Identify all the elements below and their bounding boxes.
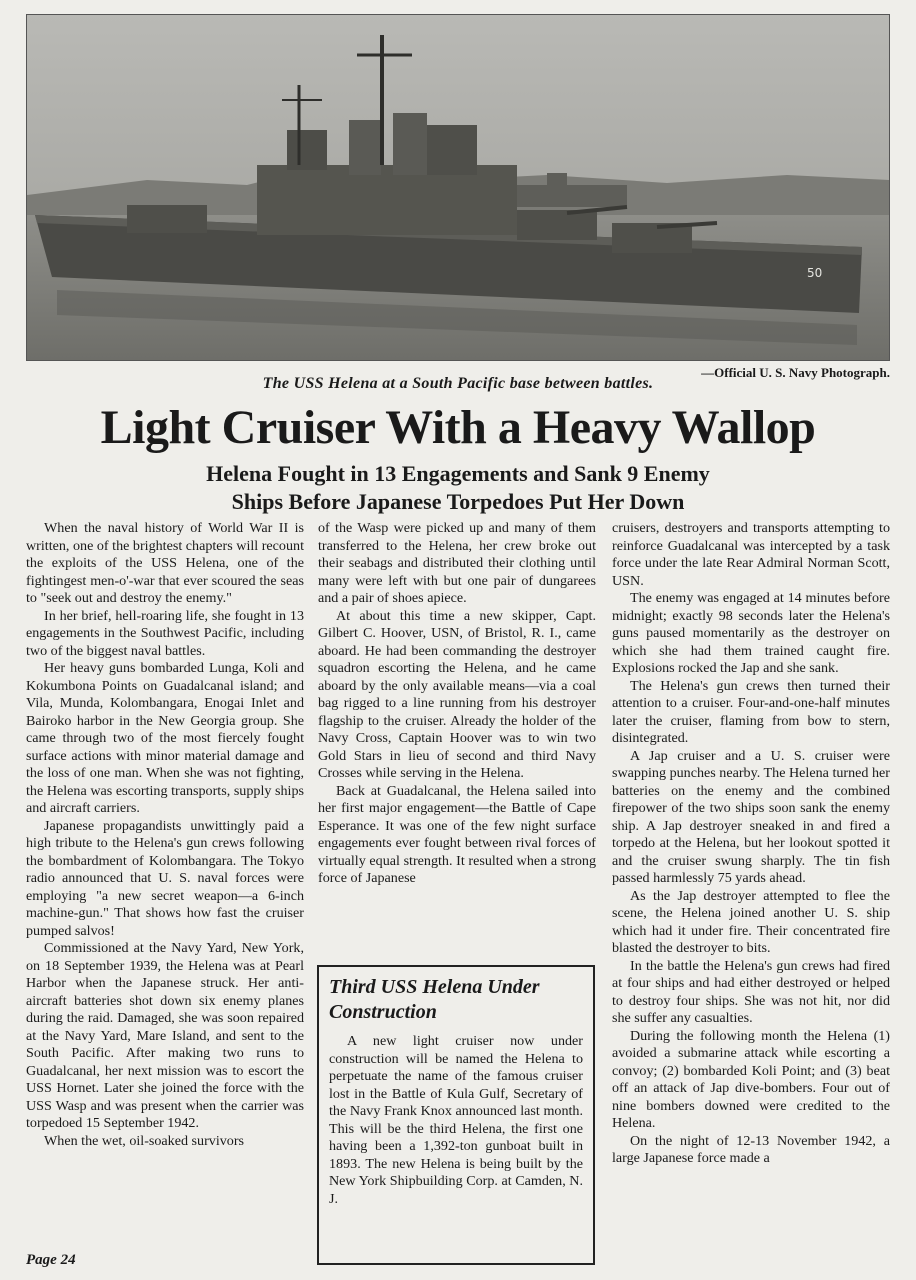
column-2 [318, 520, 596, 888]
photo-credit: —Official U. S. Navy Photograph. [701, 365, 890, 380]
paragraph: In her brief, hell-roaring life, she fought in 13 engagements in the Southwest Pacific, including two of the biggest naval battles. [26, 607, 304, 659]
paragraph: Japanese propagandists unwittingly paid a high tribute to the Helena's gun crews following the bombardment of Kolombangara. The Tokyo radio announced that U. S. naval forces were employing "a new secret weapon—a 6-inch machine-gun." That shows how fast the cruiser pumped salvos! [26, 817, 304, 939]
column-3 [612, 520, 890, 1168]
paragraph: Commissioned at the Navy Yard, New York, on 18 September 1939, the Helena was at Pearl Harbor when the Japanese struck. Her anti-aircraft batteries shot down six enemy planes during the raid. Damaged, she was soon repaired at the Navy Yard, Mare Island, and sent to the South Pacific. After making two runs to Guadalcanal, her next mission was to escort the USS Hornet. Later she joined the force with the USS Wasp and was present when the carrier was torpedoed 15 September 1942. [26, 940, 304, 1131]
photo-caption: The USS Helena at a South Pacific base between battles. [262, 375, 654, 392]
ship-illustration [27, 15, 889, 360]
sidebar-title: Third USS Helena Under Construction [329, 976, 540, 1023]
paragraph: A Jap cruiser and a U. S. cruiser were swapping punches nearby. The Helena turned her batteries on the enemy and the combined firepower of the two ships soon sank the enemy ship. A Jap destroyer sneaked in and fired a torpedo at the Helena, but her lookout spotted it and the cruiser swung sharply. The tin fish passed harmlessly 75 yards ahead. [612, 747, 890, 886]
paragraph: of the Wasp were picked up and many of them transferred to the Helena, her crew broke out their seabags and distributed their clothing until many were left with but one pair of dungarees and a pair of shoes apiece. [318, 520, 596, 606]
paragraph: The Helena's gun crews then turned their attention to a cruiser. Four-and-one-half minutes later the cruiser, flaming from bow to stern, disintegrated. [612, 677, 890, 746]
warship-photo [26, 14, 890, 361]
subtitle-line-1: Helena Fought in 13 Engagements and Sank 9 Enemy [206, 461, 710, 486]
article-title: Light Cruiser With a Heavy Wallop [100, 401, 816, 454]
paragraph: Back at Guadalcanal, the Helena sailed into her first major engagement—the Battle of Cape Esperance. It was one of the few night surface engagements ever fought between rival forces of virtually equal strength. It resulted when a strong force of Japanese [318, 782, 596, 886]
sidebar-text: A new light cruiser now under construction will be named the Helena to perpetuate the name of the famous cruiser lost in the Battle of Kula Gulf, Secretary of the Navy Frank Knox announced last month. This will be the third Helena, the first one having been a 1,392-ton gunboat built in 1893. The new Helena is being built by the New York Shipbuilding Corp. at Camden, N. J. [329, 1033, 583, 1207]
paragraph: When the naval history of World War II is written, one of the brightest chapters will recount the exploits of the USS Helena, one of the fightingest men-o'-war that ever scoured the seas to "seek out and destroy the enemy." [26, 520, 304, 606]
article-subtitle [0, 460, 916, 516]
paragraph: On the night of 12-13 November 1942, a large Japanese force made a [612, 1132, 890, 1166]
sidebar-box [317, 965, 595, 1265]
paragraph: As the Jap destroyer attempted to flee the scene, the Helena joined another U. S. ship which had it under fire. Their concentrated fire blasted the destroyer to bits. [612, 887, 890, 956]
page-number: Page 24 [26, 1252, 76, 1268]
column-1 [26, 520, 304, 1150]
paragraph: When the wet, oil-soaked survivors [44, 1132, 245, 1149]
paragraph: cruisers, destroyers and transports attempting to reinforce Guadalcanal was intercepted by a task force under the late Rear Admiral Norman Scott, USN. [612, 520, 890, 589]
subtitle-line-2: Ships Before Japanese Torpedoes Put Her Down [231, 489, 685, 514]
paragraph: The enemy was engaged at 14 minutes before midnight; exactly 98 seconds later the Helena's guns paused momentarily as the destroyer on which she had them trained caught fire. Explosions rocked the Jap and she sank. [612, 590, 890, 676]
paragraph: Her heavy guns bombarded Lunga, Koli and Kokumbona Points on Guadalcanal island; and Vila, Munda, Kolombangara, Enogai Inlet and Bairoko harbor in the New Georgia group. She came through two of the most fiercely fought surface actions with minor material damage and the loss of one man. When she was not fighting, the Helena was escorting transports, supply ships and aircraft carriers. [26, 660, 304, 816]
svg-text:50: 50 [807, 266, 823, 280]
paragraph: In the battle the Helena's gun crews had fired at four ships and had either destroyed or helped to destroy four ships. She was not hit, nor did she suffer any casualties. [612, 957, 890, 1026]
paragraph: During the following month the Helena (1) avoided a submarine attack while escorting a convoy; (2) bombarded Koli Point; and (3) beat off an attack of Jap dive-bombers. Four out of nine bombers downed were credited to the Helena. [612, 1027, 890, 1131]
paragraph: At about this time a new skipper, Capt. Gilbert C. Hoover, USN, of Bristol, R. I., came aboard. He had been commanding the destroyer squadron escorting the Helena, and he came aboard by the only available means—via a coal bag rigged to a line running from his destroyer flagship to the cruiser. Already the holder of the Navy Cross, Captain Hoover was to win two Gold Stars in lieu of second and third Navy Crosses while serving in the Helena. [318, 607, 596, 781]
